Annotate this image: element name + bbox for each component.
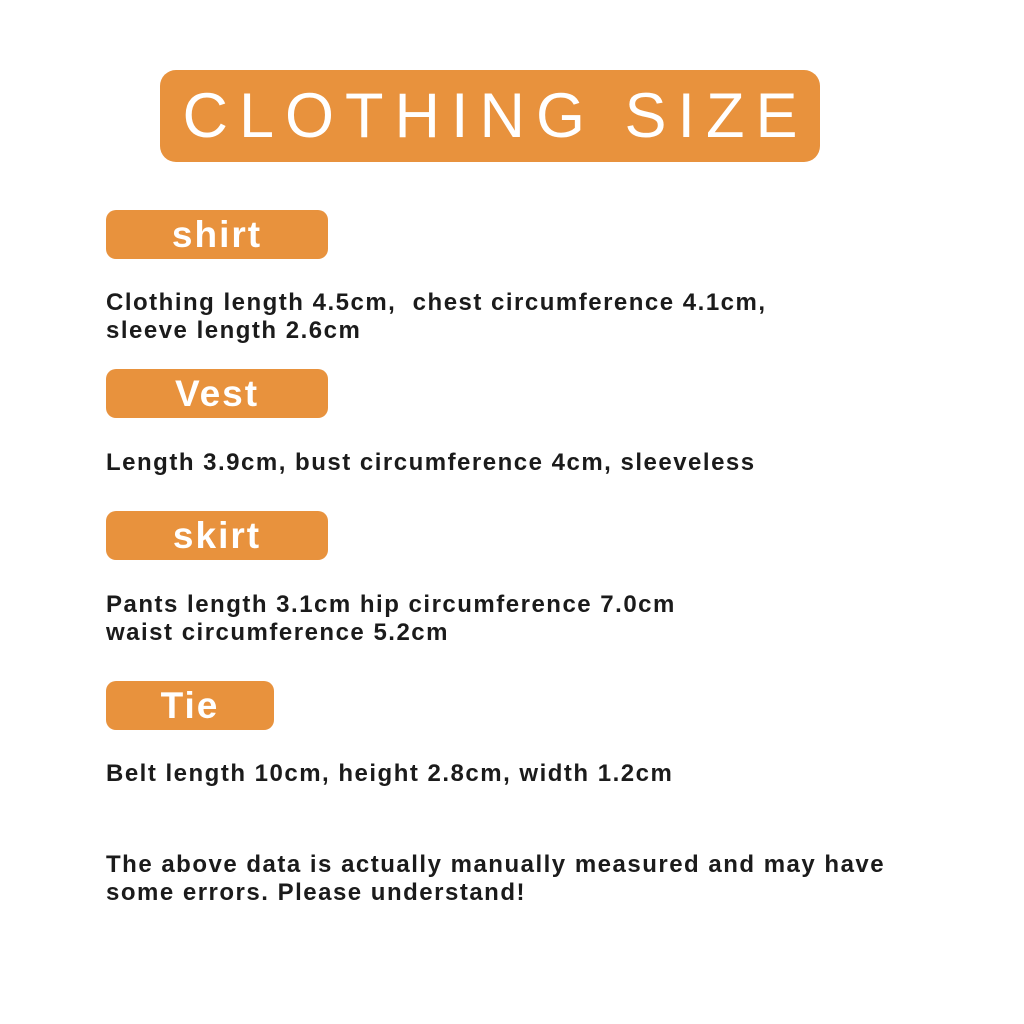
vest-badge-label: Vest — [174, 372, 260, 414]
disclaimer-note — [106, 851, 966, 907]
tie-specs — [106, 760, 966, 788]
spec-line: Pants length 3.1cm hip circumference 7.0cm — [106, 591, 676, 618]
skirt-specs — [106, 591, 966, 647]
shirt-badge-label: shirt — [171, 213, 263, 255]
spec-line: Belt length 10cm, height 2.8cm, width 1.2cm — [106, 760, 674, 787]
tie-badge-label: Tie — [160, 684, 220, 726]
shirt-badge — [106, 210, 328, 259]
tie-badge — [106, 681, 274, 730]
disclaimer-line: The above data is actually manually measured and may have — [106, 851, 886, 878]
page-title: CLOTHING SIZE — [182, 81, 809, 151]
spec-line: sleeve length 2.6cm — [106, 317, 362, 344]
skirt-badge — [106, 511, 328, 560]
spec-line: Length 3.9cm, bust circumference 4cm, sleeveless — [106, 449, 756, 476]
vest-badge — [106, 369, 328, 418]
skirt-badge-label: skirt — [172, 514, 262, 556]
shirt-specs — [106, 289, 966, 345]
title-banner — [160, 70, 820, 162]
vest-specs — [106, 449, 966, 477]
spec-line: Clothing length 4.5cm, chest circumference 4.1cm, — [106, 289, 767, 316]
spec-line: waist circumference 5.2cm — [106, 619, 449, 646]
disclaimer-line: some errors. Please understand! — [106, 879, 526, 906]
